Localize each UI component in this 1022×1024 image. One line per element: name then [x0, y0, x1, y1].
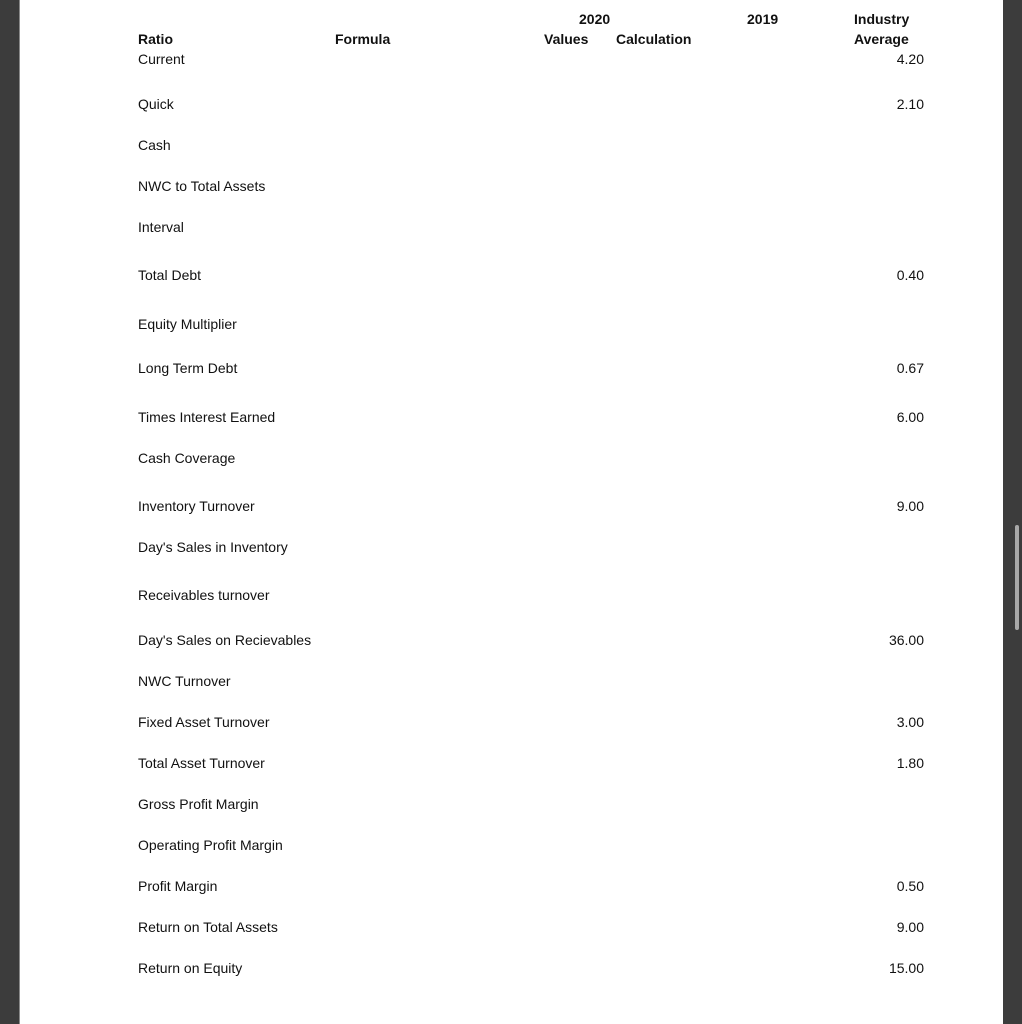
- ratio-label: Fixed Asset Turnover: [138, 714, 270, 730]
- ratio-label: Current: [138, 51, 185, 67]
- ratio-label: Long Term Debt: [138, 360, 238, 376]
- industry-average-value: 6.00: [896, 409, 924, 425]
- ratio-label: NWC to Total Assets: [138, 178, 266, 194]
- header-year-2020: 2020: [579, 11, 611, 27]
- header-formula: Formula: [335, 31, 391, 47]
- industry-average-value: 9.00: [896, 498, 924, 514]
- ratio-label: Receivables turnover: [138, 587, 270, 603]
- ratio-label: Operating Profit Margin: [138, 837, 283, 853]
- industry-average-value: 0.67: [896, 360, 924, 376]
- document-page: [19, 0, 1003, 1024]
- ratio-label: Profit Margin: [138, 878, 218, 894]
- industry-average-value: 0.50: [896, 878, 924, 894]
- ratio-label: Interval: [138, 219, 184, 235]
- header-calculation: Calculation: [616, 31, 692, 47]
- industry-average-value: 0.40: [896, 267, 924, 283]
- ratio-label: Equity Multiplier: [138, 316, 237, 332]
- ratio-label: Day's Sales in Inventory: [138, 539, 288, 555]
- header-industry: Industry: [854, 11, 910, 27]
- ratio-label: Day's Sales on Recievables: [138, 632, 312, 648]
- ratio-label: Quick: [138, 96, 174, 112]
- ratio-label: Cash Coverage: [138, 450, 236, 466]
- ratio-label: Return on Total Assets: [138, 919, 278, 935]
- vertical-scrollbar-track[interactable]: [1003, 0, 1022, 1024]
- header-ratio: Ratio: [138, 31, 173, 47]
- header-values: Values: [544, 31, 589, 47]
- ratio-label: Inventory Turnover: [138, 498, 255, 514]
- industry-average-value: 3.00: [896, 714, 924, 730]
- vertical-scrollbar-thumb[interactable]: [1015, 525, 1019, 630]
- ratio-label: Total Asset Turnover: [138, 755, 265, 771]
- industry-average-value: 2.10: [896, 96, 924, 112]
- ratio-label: NWC Turnover: [138, 673, 231, 689]
- header-average: Average: [854, 31, 909, 47]
- ratio-label: Return on Equity: [138, 960, 243, 976]
- industry-average-value: 36.00: [888, 632, 924, 648]
- header-year-2019: 2019: [747, 11, 779, 27]
- industry-average-value: 4.20: [896, 51, 924, 67]
- ratio-label: Total Debt: [138, 267, 202, 283]
- industry-average-value: 15.00: [888, 960, 924, 976]
- ratio-label: Times Interest Earned: [138, 409, 276, 425]
- industry-average-value: 9.00: [896, 919, 924, 935]
- industry-average-value: 1.80: [896, 755, 924, 771]
- ratio-label: Gross Profit Margin: [138, 796, 259, 812]
- ratio-label: Cash: [138, 137, 171, 153]
